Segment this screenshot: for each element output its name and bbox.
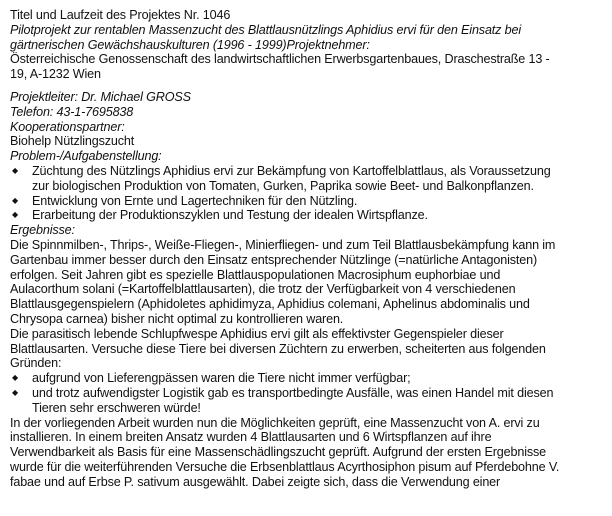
partner-name: Biohelp Nützlingszucht (10, 134, 135, 149)
task-line: Entwicklung von Ernte und Lagertechniken für den Nützling. (32, 193, 358, 208)
reason-item (10, 386, 602, 416)
results-line: Aulacorthum solani (=Kartoffelblattlausarten), die trotz der Verfügbarkeit von 4 verschiedenen (10, 282, 516, 297)
results-line: erfolgen. Seit Jahren gibt es spezielle Blattlauspopulationen Macrosiphum euphorbiae und (10, 267, 501, 282)
project-title-line-2: gärtnerischen Gewächshauskulturen (1996 - 1999)Projektnehmer: (10, 37, 370, 52)
reason-line: aufgrund von Lieferengpässen waren die Tiere nicht immer verfügbar; (32, 371, 411, 386)
contractor-line-2: 19, A-1232 Wien (10, 67, 101, 82)
phone-number: Telefon: 43-1-7695838 (10, 104, 134, 119)
spacer (10, 82, 602, 90)
closing-line: wurde für die weiterführenden Versuche die Erbsenblattlaus Acyrthosiphon pisum auf Pferdebohne V. (10, 459, 560, 474)
results-line: Gründen: (10, 356, 62, 371)
partner-label: Kooperationspartner: (10, 119, 125, 134)
contractor-line-1: Österreichische Genossenschaft des landwirtschaftlichen Erwerbsgartenbaues, Draschestraße 13 - (10, 52, 550, 67)
task-line: Erarbeitung der Produktionszyklen und Testung der idealen Wirtspflanze. (32, 208, 428, 223)
task-line: Züchtung des Nützlings Aphidius ervi zur Bekämpfung von Kartoffelblattlaus, als Voraussetzung (32, 163, 551, 178)
task-item (10, 208, 602, 223)
results-line: Blattlausgegenspielern (Aphidoletes aphidimyza, Aphidius colemani, Aphelinus abdominalis und (10, 297, 530, 312)
diamond-bullet-icon: ◆ (12, 373, 19, 383)
reason-line: Tieren sehr erschweren würde! (32, 400, 201, 415)
problem-label: Problem-/Aufgabenstellung: (10, 149, 162, 164)
results-label: Ergebnisse: (10, 223, 75, 238)
task-line: zur biologischen Produktion von Tomaten, Gurken, Paprika sowie Beet- und Balkonpflanzen. (32, 178, 534, 193)
project-title-line-1: Pilotprojekt zur rentablen Massenzucht des Blattlausnützlings Aphidius ervi für den Einsatz bei (10, 22, 522, 37)
closing-line: installieren. In einem breiten Ansatz wurden 4 Blattlausarten und 6 Wirtspflanzen auf ihre (10, 430, 492, 445)
results-line: Chrysopa carnea) bisher nicht optimal zu kontrollieren waren. (10, 311, 344, 326)
results-line: Die Spinnmilben-, Thrips-, Weiße-Fliegen-, Minierfliegen- und zum Teil Blattlausbekämpfung kann im (10, 237, 556, 252)
results-line: Blattlausarten. Versuche diese Tiere bei diversen Züchtern zu erwerben, scheiterten aus folgenden (10, 341, 546, 356)
results-line: Gartenbau immer besser durch den Einsatz entsprechender Nützlinge (=natürliche Antagonisten) (10, 252, 537, 267)
diamond-bullet-icon: ◆ (12, 387, 19, 397)
reason-item (10, 371, 602, 386)
task-item (10, 164, 602, 194)
diamond-bullet-icon: ◆ (12, 165, 19, 175)
reason-line: und trotz aufwendigster Logistik gab es transportbedingte Ausfälle, was einen Handel mit diesen (32, 385, 554, 400)
project-leader (10, 90, 602, 105)
diamond-bullet-icon: ◆ (12, 195, 19, 205)
closing-line: Verwendbarkeit als Basis für eine Massenschädlingszucht geprüft. Aufgrund der ersten Ergebnisse (10, 445, 546, 460)
results-line: Die parasitisch lebende Schlupfwespe Aphidius ervi gilt als effektivster Gegenspieler dieser (10, 326, 504, 341)
reason-list (10, 371, 602, 415)
closing-line: fabae und auf Erbse P. sativum ausgewählt. Dabei zeigte sich, dass die Verwendung einer (10, 474, 501, 489)
project-number-title: Titel und Laufzeit des Projektes Nr. 1046 (10, 8, 231, 22)
project-leader-text: Projektleiter: Dr. Michael GROSS (10, 89, 191, 104)
closing-line: In der vorliegenden Arbeit wurden nun die Möglichkeiten geprüft, eine Massenzucht von A. ervi zu (10, 415, 540, 430)
diamond-bullet-icon: ◆ (12, 210, 19, 220)
task-list (10, 164, 602, 223)
task-item (10, 194, 602, 209)
